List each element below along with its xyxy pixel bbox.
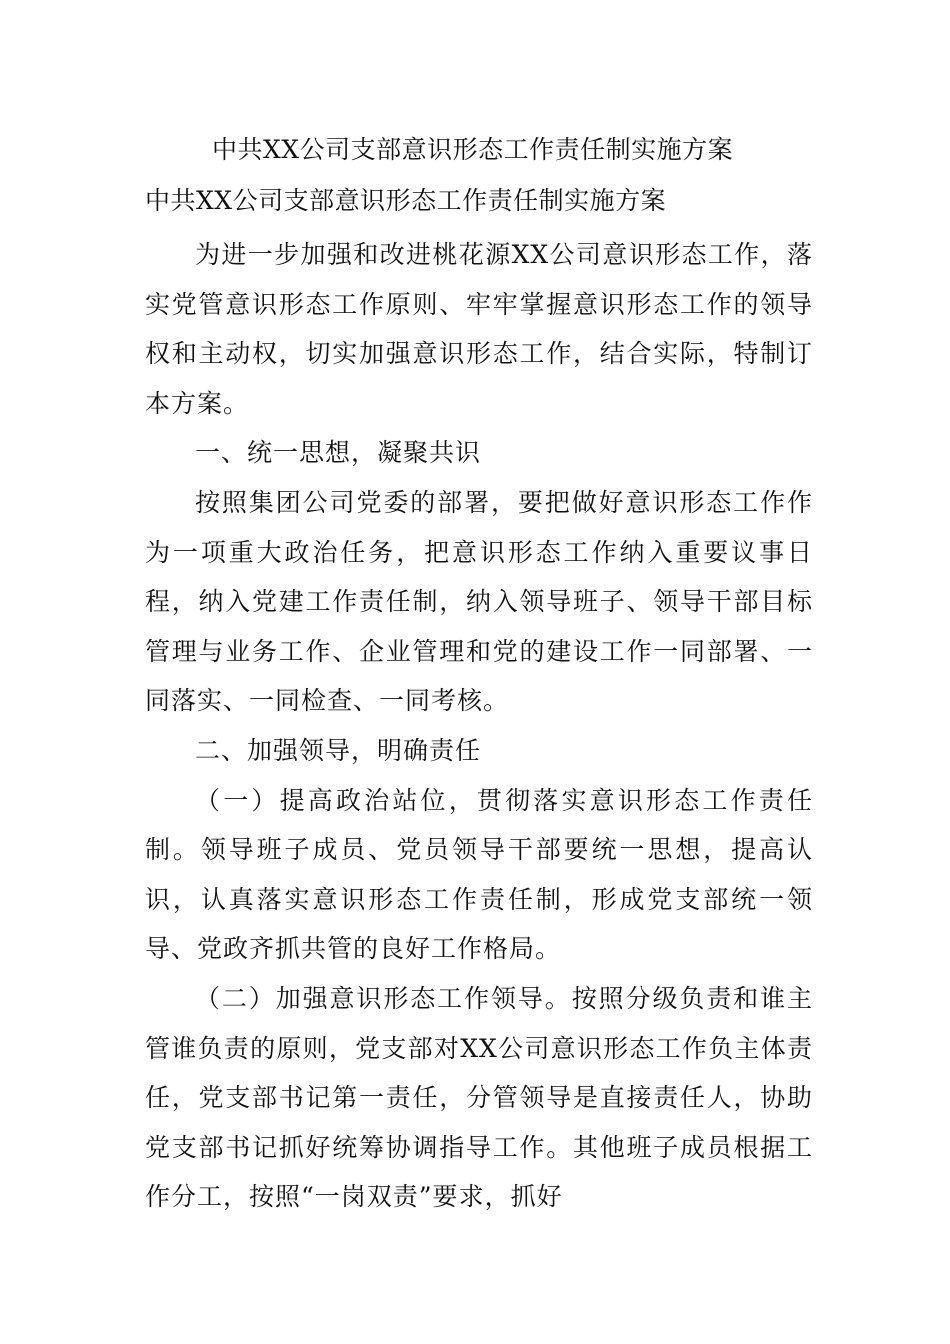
document-subtitle: 中共XX公司支部意识形态工作责任制实施方案 (145, 186, 667, 215)
paragraph-intro: 为进一步加强和改进桃花源XX公司意识形态工作，落实党管意识形态工作原则、牢牢掌握意识形态工作的领导权和主动权，切实加强意识形态工作，结合实际，特制订本方案。 (145, 240, 813, 418)
paragraph-section-1: 按照集团公司党委的部署，要把做好意识形态工作作为一项重大政治任务，把意识形态工作纳入重要议事日程，纳入党建工作责任制，纳入领导班子、领导干部目标管理与业务工作、企业管理和党的建设工作一同部署、一同落实、一同检查、一同考核。 (145, 487, 813, 716)
document-body (145, 230, 813, 1222)
paragraph-subsection-2: （二）加强意识形态工作领导。按照分级负责和谁主管谁负责的原则，党支部对XX公司意识形态工作负主体责任，党支部书记第一责任，分管领导是直接责任人，协助党支部书记抓好统筹协调指导工作。其他班子成员根据工作分工，按照“一岗双责”要求，抓好 (145, 983, 813, 1212)
document-title: 中共XX公司支部意识形态工作责任制实施方案 (212, 135, 734, 164)
section-heading-2: 二、加强领导，明确责任 (195, 735, 482, 765)
paragraph-subsection-1: （一）提高政治站位，贯彻落实意识形态工作责任制。领导班子成员、党员领导干部要统一思想，提高认识，认真落实意识形态工作责任制，形成党支部统一领导、党政齐抓共管的良好工作格局。 (145, 785, 813, 964)
section-heading-1: 一、统一思想，凝聚共识 (195, 438, 482, 468)
